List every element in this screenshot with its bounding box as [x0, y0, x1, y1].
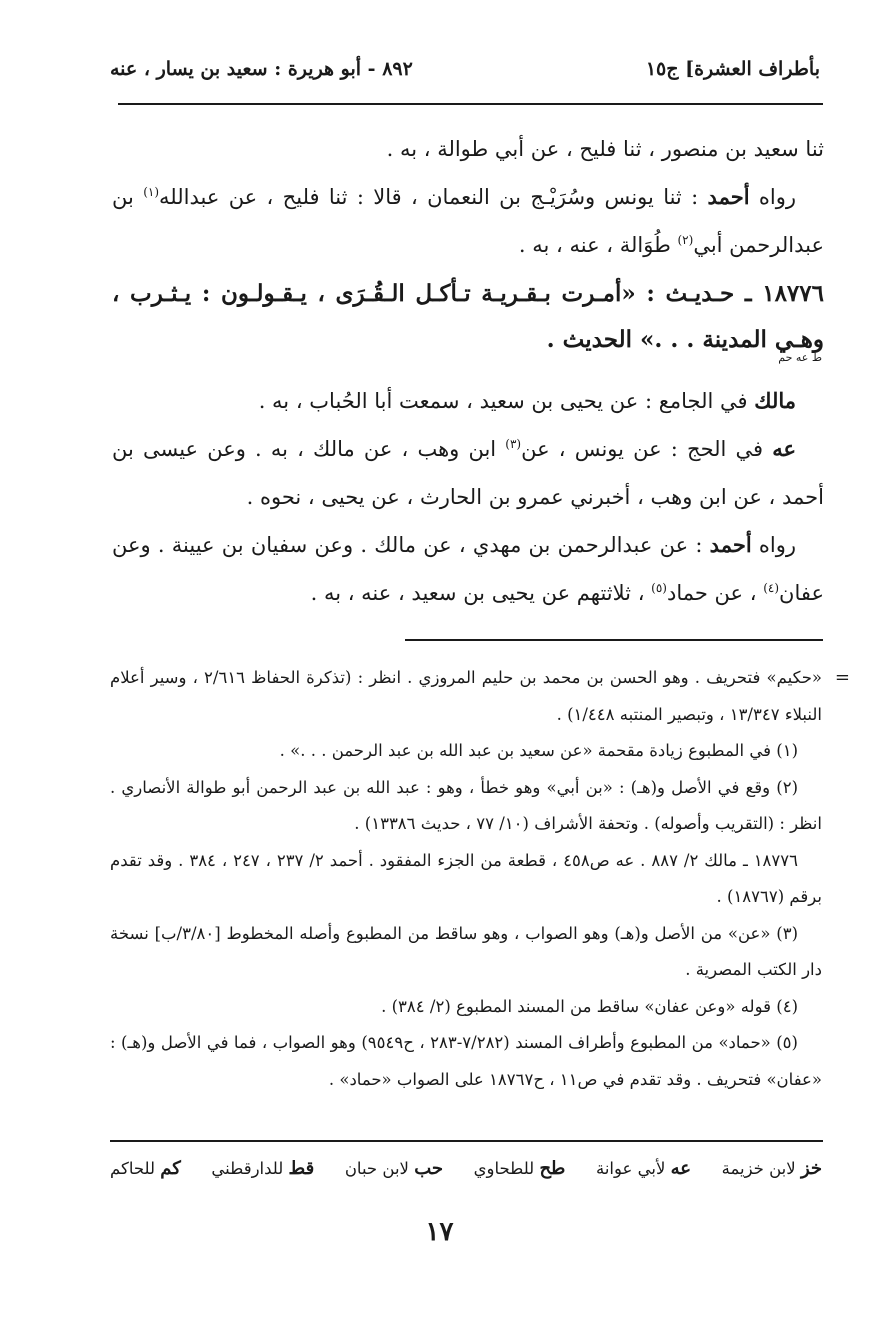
- header-section-title: ٨٩٢ - أبو هريرة : سعيد بن يسار ، عنه: [110, 58, 413, 80]
- legend-item: عه لأبي عوانة: [595, 1158, 692, 1179]
- source-keyword: مالك: [754, 388, 796, 413]
- footnote: (٢) وقع في الأصل و(هـ) : «بن أبي» وهو خطأ ، وهو : عبد الله بن عبد الرحمن أبو طوالة الأنصاري . انظر : (التقريب وأصوله) . وتحفة الأشراف (١٠/ ٧٧ ، حديث ١٣٣٨٦) .: [110, 777, 822, 833]
- legend-item: قط للدارقطني: [211, 1158, 315, 1179]
- footnote: (٤) قوله «وعن عفان» ساقط من المسند المطبوع (٢/ ٣٨٤) .: [381, 996, 798, 1016]
- footnote: (١) في المطبوع زيادة مقحمة «عن سعيد بن عبد الله بن عبد الرحمن . . .» .: [279, 741, 798, 760]
- paragraph: مالك في الجامع : عن يحيى بن سعيد ، سمعت أبا الحُباب ، به .: [258, 388, 796, 413]
- paragraph: عه في الحج : عن يونس ، عن$^{(٣)}$ ابن وهب ، عن مالك ، به . وعن عيسى بن أحمد ، عن ابن وهب ، أخبرني عمرو بن الحارث ، عن يحيى ، نحوه .: [112, 436, 824, 509]
- main-text: [112, 125, 824, 617]
- hadith-entry: ١٨٧٧٦ ـ حـديـث : «أمـرت بـقـريـة تـأكـل الـقُـرَى ، يـقـولـون : يـثـرب ، وهـي المدينة . . .» الحديث .: [112, 280, 824, 353]
- sigla-legend: [110, 1158, 822, 1179]
- footnote-ref: (٢): [677, 233, 694, 247]
- legend-item: طح للطحاوي: [473, 1158, 566, 1179]
- hadith-sigla: ط عه حم: [778, 351, 822, 364]
- header-rule: [118, 103, 823, 105]
- footnote: (٣) «عن» من الأصل و(هـ) وهو الصواب ، وهو ساقط من المطبوع وأصله المخطوط [٣/٨٠/ب] نسخة دار الكتب المصرية .: [110, 923, 822, 979]
- footnote-separator: [405, 639, 823, 641]
- legend-item: خز لابن خزيمة: [721, 1158, 822, 1179]
- running-header: [110, 52, 820, 92]
- source-keyword: عه: [772, 436, 796, 461]
- footnote: «حكيم» فتحريف . وهو الحسن بن محمد بن حليم المروزي . انظر : (تذكرة الحفاظ ٢/٦١٦ ، وسير أعلام النبلاء ١٣/٣٤٧ ، وتبصير المنتبه ١/٤٤٨) .: [110, 668, 822, 724]
- legend-rule: [110, 1140, 823, 1142]
- continuation-marker: =: [834, 667, 850, 688]
- page-number: ١٧: [425, 1217, 454, 1247]
- source-keyword: أحمد: [709, 532, 752, 557]
- footnote: (٥) «حماد» من المطبوع وأطراف المسند (٧/٢٨٢-٢٨٣ ، ح٩٥٤٩) وهو الصواب ، فما في الأصل و(هـ) : «عفان» فتحريف . وقد تقدم في ص١١ ، ح١٨٧٦٧ على الصواب «حماد» .: [110, 1033, 822, 1089]
- footnote-ref: (١): [143, 185, 160, 199]
- legend-item: كم للحاكم: [110, 1158, 181, 1179]
- footnote-ref: (٤): [763, 581, 780, 595]
- paragraph: ثنا سعيد بن منصور ، ثنا فليح ، عن أبي طوالة ، به .: [386, 137, 824, 161]
- footnotes: [110, 660, 850, 1098]
- header-book-title: بأطراف العشرة] ج١٥: [645, 58, 820, 80]
- reference-note: ١٨٧٧٦ ـ مالك ٢/ ٨٨٧ . عه ص٤٥٨ ، قطعة من الجزء المفقود . أحمد ٢/ ٢٣٧ ، ٢٤٧ ، ٣٨٤ . وقد تقدم برقم (١٨٧٦٧) .: [110, 850, 822, 906]
- paragraph: رواه أحمد : عن عبدالرحمن بن مهدي ، عن مالك . وعن سفيان بن عيينة . وعن عفان$^{(٤)}$ ، عن حماد$^{(٥)}$ ، ثلاثتهم عن يحيى بن سعيد ، عنه ، به .: [112, 532, 824, 605]
- legend-item: حب لابن حبان: [344, 1158, 444, 1179]
- footnote-ref: (٥): [651, 581, 667, 595]
- footnote-ref: (٣): [505, 437, 522, 451]
- paragraph: رواه أحمد : ثنا يونس وسُرَيْـج بن النعمان ، قالا : ثنا فليح ، عن عبدالله$^{(١)}$ بن عبدالرحمن أبي$^{(٢)}$ طُوَالة ، عنه ، به .: [112, 184, 824, 257]
- source-keyword: أحمد: [707, 184, 750, 209]
